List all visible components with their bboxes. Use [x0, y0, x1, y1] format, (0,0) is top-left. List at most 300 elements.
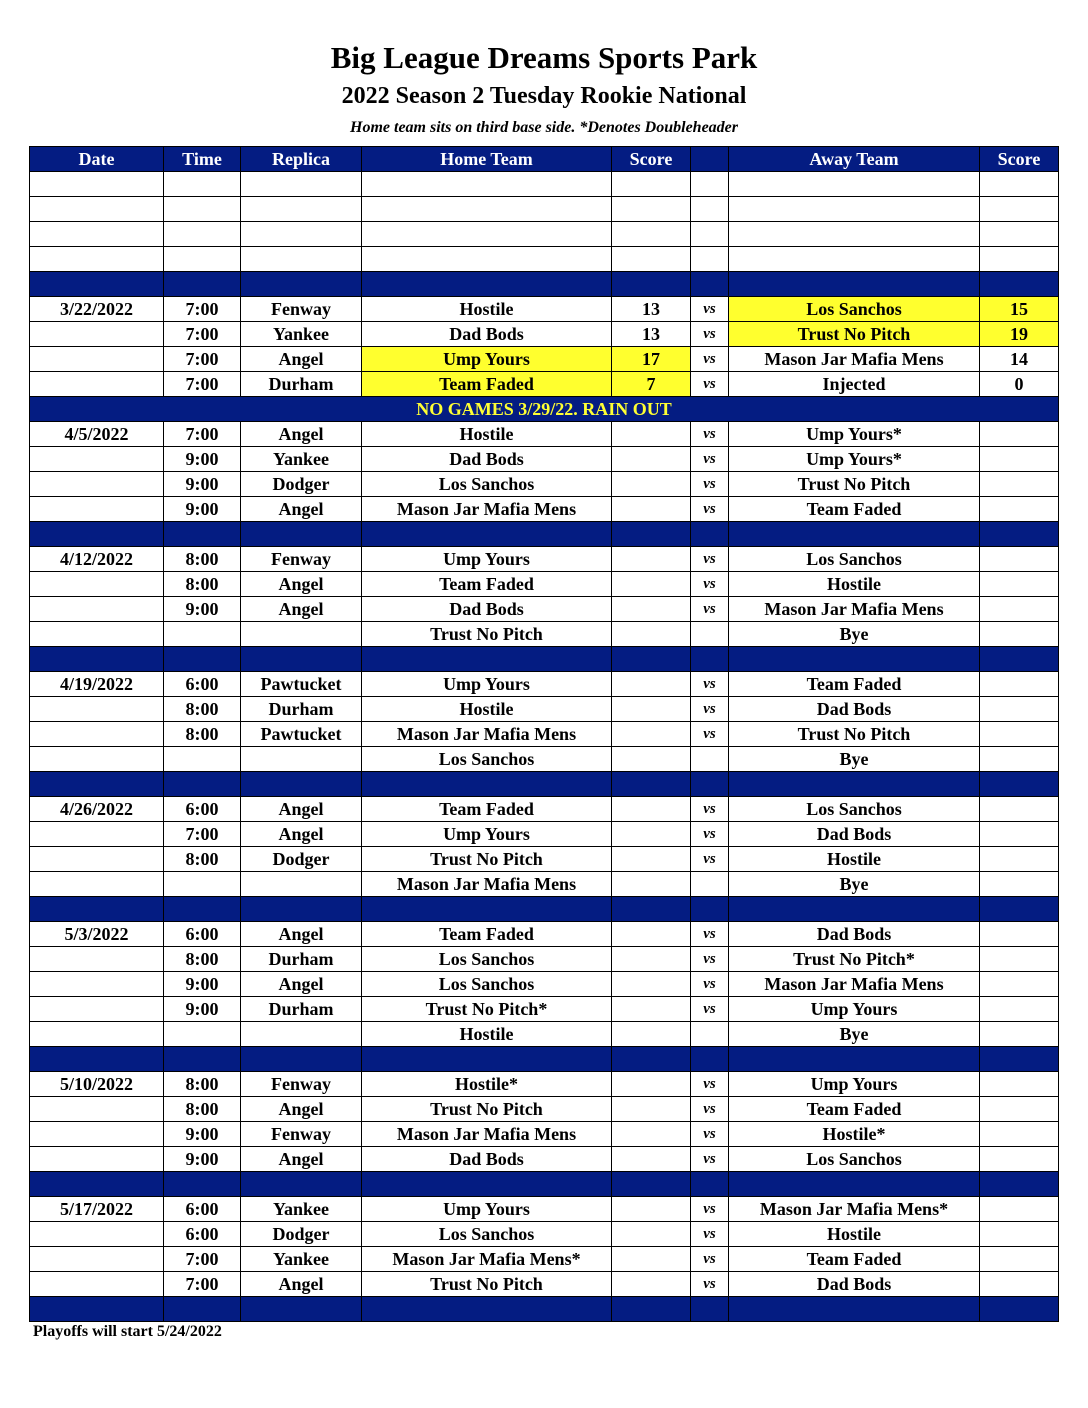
separator-cell [729, 772, 980, 797]
game-time: 8:00 [164, 1072, 241, 1097]
vs-label [691, 747, 729, 772]
vs-label: vs [691, 1197, 729, 1222]
vs-label [691, 1022, 729, 1047]
game-date [30, 747, 164, 772]
separator-cell [30, 647, 164, 672]
home-team: Dad Bods [362, 597, 612, 622]
game-time: 7:00 [164, 297, 241, 322]
game-date [30, 1122, 164, 1147]
game-date: 4/26/2022 [30, 797, 164, 822]
game-row [30, 597, 1059, 622]
vs-label: vs [691, 972, 729, 997]
game-date [30, 1222, 164, 1247]
game-time: 7:00 [164, 1247, 241, 1272]
separator-cell [980, 1297, 1059, 1322]
home-team: Trust No Pitch [362, 847, 612, 872]
game-replica [241, 622, 362, 647]
home-team: Dad Bods [362, 322, 612, 347]
game-date: 5/3/2022 [30, 922, 164, 947]
away-score [980, 1197, 1059, 1222]
home-score [612, 1197, 691, 1222]
game-replica: Fenway [241, 1122, 362, 1147]
home-score: 13 [612, 322, 691, 347]
game-replica: Angel [241, 497, 362, 522]
separator-cell [241, 1047, 362, 1072]
home-score [612, 697, 691, 722]
header-date: Date [30, 147, 164, 172]
home-score: 7 [612, 372, 691, 397]
game-row [30, 997, 1059, 1022]
separator-cell [980, 897, 1059, 922]
home-score [612, 847, 691, 872]
away-score [980, 747, 1059, 772]
game-time: 7:00 [164, 422, 241, 447]
empty-cell [980, 222, 1059, 247]
game-date [30, 972, 164, 997]
game-time [164, 622, 241, 647]
game-date [30, 697, 164, 722]
home-team: Mason Jar Mafia Mens [362, 497, 612, 522]
header-away-team: Away Team [729, 147, 980, 172]
away-team: Mason Jar Mafia Mens [729, 972, 980, 997]
game-row [30, 1247, 1059, 1272]
separator-cell [164, 647, 241, 672]
home-team: Team Faded [362, 372, 612, 397]
home-score [612, 1272, 691, 1297]
game-replica [241, 1022, 362, 1047]
away-team: Mason Jar Mafia Mens [729, 597, 980, 622]
away-score [980, 947, 1059, 972]
away-score: 19 [980, 322, 1059, 347]
home-team: Trust No Pitch [362, 1097, 612, 1122]
separator-cell [30, 522, 164, 547]
game-time: 9:00 [164, 1122, 241, 1147]
game-time: 7:00 [164, 822, 241, 847]
home-team: Los Sanchos [362, 972, 612, 997]
game-row [30, 1097, 1059, 1122]
game-time [164, 872, 241, 897]
away-team: Ump Yours [729, 1072, 980, 1097]
empty-cell [612, 197, 691, 222]
game-time: 8:00 [164, 847, 241, 872]
empty-cell [164, 247, 241, 272]
away-team: Team Faded [729, 1247, 980, 1272]
empty-cell [980, 247, 1059, 272]
home-team: Ump Yours [362, 547, 612, 572]
blank-row [30, 222, 1059, 247]
home-team: Team Faded [362, 572, 612, 597]
game-replica: Durham [241, 997, 362, 1022]
home-score [612, 997, 691, 1022]
home-team: Ump Yours [362, 347, 612, 372]
game-replica: Angel [241, 822, 362, 847]
home-team: Team Faded [362, 797, 612, 822]
game-replica: Angel [241, 1097, 362, 1122]
vs-label: vs [691, 1097, 729, 1122]
game-date: 5/10/2022 [30, 1072, 164, 1097]
vs-label: vs [691, 1222, 729, 1247]
away-team: Mason Jar Mafia Mens* [729, 1197, 980, 1222]
home-team: Ump Yours [362, 1197, 612, 1222]
home-score [612, 1122, 691, 1147]
vs-label: vs [691, 997, 729, 1022]
game-time: 8:00 [164, 697, 241, 722]
away-team: Dad Bods [729, 697, 980, 722]
game-row [30, 1147, 1059, 1172]
separator-cell [241, 1297, 362, 1322]
game-row [30, 697, 1059, 722]
empty-cell [729, 247, 980, 272]
vs-label: vs [691, 447, 729, 472]
separator-cell [30, 772, 164, 797]
game-date [30, 597, 164, 622]
game-replica: Angel [241, 972, 362, 997]
game-replica: Dodger [241, 847, 362, 872]
away-score [980, 447, 1059, 472]
separator-cell [362, 647, 612, 672]
game-row [30, 322, 1059, 347]
home-team: Hostile [362, 297, 612, 322]
away-score [980, 497, 1059, 522]
game-date: 4/5/2022 [30, 422, 164, 447]
away-team: Team Faded [729, 497, 980, 522]
empty-cell [980, 197, 1059, 222]
empty-cell [241, 197, 362, 222]
away-team: Trust No Pitch [729, 722, 980, 747]
game-time: 8:00 [164, 947, 241, 972]
vs-label: vs [691, 547, 729, 572]
home-team: Mason Jar Mafia Mens [362, 1122, 612, 1147]
separator-cell [164, 522, 241, 547]
game-date [30, 572, 164, 597]
empty-cell [362, 247, 612, 272]
game-row [30, 1272, 1059, 1297]
vs-label: vs [691, 697, 729, 722]
vs-label: vs [691, 1122, 729, 1147]
home-team: Hostile [362, 422, 612, 447]
game-replica: Durham [241, 947, 362, 972]
away-score [980, 822, 1059, 847]
game-replica: Angel [241, 422, 362, 447]
vs-label: vs [691, 347, 729, 372]
away-team: Team Faded [729, 672, 980, 697]
home-team: Hostile [362, 1022, 612, 1047]
home-score: 13 [612, 297, 691, 322]
game-row [30, 347, 1059, 372]
away-team: Trust No Pitch* [729, 947, 980, 972]
vs-label: vs [691, 797, 729, 822]
empty-cell [691, 247, 729, 272]
game-row [30, 722, 1059, 747]
separator-cell [980, 1047, 1059, 1072]
home-score [612, 572, 691, 597]
away-team: Bye [729, 1022, 980, 1047]
away-team: Los Sanchos [729, 1147, 980, 1172]
home-team: Dad Bods [362, 1147, 612, 1172]
blank-row [30, 247, 1059, 272]
header-vs [691, 147, 729, 172]
away-team: Trust No Pitch [729, 472, 980, 497]
separator-row [30, 1172, 1059, 1197]
empty-cell [691, 172, 729, 197]
vs-label: vs [691, 1147, 729, 1172]
separator-cell [729, 647, 980, 672]
game-date: 3/22/2022 [30, 297, 164, 322]
separator-row [30, 522, 1059, 547]
vs-label: vs [691, 372, 729, 397]
empty-cell [362, 172, 612, 197]
separator-cell [729, 1297, 980, 1322]
vs-label: vs [691, 1247, 729, 1272]
game-replica: Angel [241, 1147, 362, 1172]
header-time: Time [164, 147, 241, 172]
separator-cell [241, 647, 362, 672]
game-date: 4/12/2022 [30, 547, 164, 572]
game-row [30, 472, 1059, 497]
game-time: 6:00 [164, 1197, 241, 1222]
home-score [612, 1247, 691, 1272]
away-score [980, 672, 1059, 697]
game-time: 6:00 [164, 1222, 241, 1247]
empty-cell [691, 197, 729, 222]
vs-label: vs [691, 1272, 729, 1297]
game-row [30, 1122, 1059, 1147]
home-team: Hostile* [362, 1072, 612, 1097]
home-team: Mason Jar Mafia Mens [362, 872, 612, 897]
away-score [980, 1097, 1059, 1122]
page-title: Big League Dreams Sports Park [330, 40, 758, 75]
separator-cell [612, 1172, 691, 1197]
separator-cell [362, 772, 612, 797]
away-team: Hostile [729, 1222, 980, 1247]
home-score [612, 947, 691, 972]
schedule-body [30, 172, 1059, 1322]
home-team: Team Faded [362, 922, 612, 947]
game-replica: Yankee [241, 322, 362, 347]
blank-row [30, 197, 1059, 222]
home-team: Trust No Pitch [362, 622, 612, 647]
home-score [612, 972, 691, 997]
away-score [980, 697, 1059, 722]
separator-cell [691, 772, 729, 797]
home-score [612, 1147, 691, 1172]
game-replica: Pawtucket [241, 722, 362, 747]
home-score [612, 422, 691, 447]
game-time: 9:00 [164, 597, 241, 622]
vs-label: vs [691, 822, 729, 847]
game-date [30, 1147, 164, 1172]
game-row [30, 747, 1059, 772]
away-score [980, 422, 1059, 447]
game-row [30, 847, 1059, 872]
separator-cell [241, 522, 362, 547]
home-score [612, 1097, 691, 1122]
schedule-table [29, 146, 1059, 1322]
game-time: 6:00 [164, 922, 241, 947]
vs-label: vs [691, 472, 729, 497]
home-score [612, 747, 691, 772]
separator-row [30, 772, 1059, 797]
separator-cell [30, 1047, 164, 1072]
away-team: Ump Yours [729, 997, 980, 1022]
game-date [30, 1097, 164, 1122]
home-team: Mason Jar Mafia Mens* [362, 1247, 612, 1272]
away-team: Los Sanchos [729, 547, 980, 572]
separator-cell [164, 772, 241, 797]
separator-cell [241, 897, 362, 922]
game-date: 4/19/2022 [30, 672, 164, 697]
separator-row [30, 1297, 1059, 1322]
separator-cell [612, 522, 691, 547]
home-score [612, 497, 691, 522]
game-replica [241, 872, 362, 897]
away-team: Team Faded [729, 1097, 980, 1122]
vs-label: vs [691, 322, 729, 347]
separator-cell [612, 1047, 691, 1072]
home-team: Mason Jar Mafia Mens [362, 722, 612, 747]
game-date [30, 822, 164, 847]
game-date [30, 1022, 164, 1047]
empty-cell [30, 197, 164, 222]
home-score [612, 922, 691, 947]
away-team: Hostile* [729, 1122, 980, 1147]
game-replica: Dodger [241, 1222, 362, 1247]
away-team: Ump Yours* [729, 422, 980, 447]
away-score [980, 972, 1059, 997]
separator-cell [362, 1047, 612, 1072]
empty-cell [729, 197, 980, 222]
game-time: 8:00 [164, 1097, 241, 1122]
separator-cell [612, 1297, 691, 1322]
away-score: 15 [980, 297, 1059, 322]
empty-cell [362, 222, 612, 247]
game-row [30, 872, 1059, 897]
separator-cell [362, 272, 612, 297]
home-score [612, 447, 691, 472]
away-score [980, 472, 1059, 497]
away-team: Hostile [729, 572, 980, 597]
header-home-score: Score [612, 147, 691, 172]
game-time: 9:00 [164, 1147, 241, 1172]
empty-cell [980, 172, 1059, 197]
separator-cell [691, 1172, 729, 1197]
game-replica: Angel [241, 922, 362, 947]
away-team: Bye [729, 872, 980, 897]
separator-cell [729, 1172, 980, 1197]
home-team: Los Sanchos [362, 1222, 612, 1247]
separator-cell [691, 1047, 729, 1072]
empty-cell [362, 197, 612, 222]
away-team: Dad Bods [729, 1272, 980, 1297]
vs-label: vs [691, 847, 729, 872]
game-replica: Yankee [241, 1197, 362, 1222]
home-score [612, 547, 691, 572]
game-replica: Angel [241, 597, 362, 622]
game-date [30, 322, 164, 347]
blank-row [30, 172, 1059, 197]
away-score [980, 1122, 1059, 1147]
empty-cell [241, 222, 362, 247]
game-replica: Fenway [241, 297, 362, 322]
game-time: 9:00 [164, 472, 241, 497]
footer-note: Playoffs will start 5/24/2022 [33, 1323, 222, 1340]
game-time: 8:00 [164, 722, 241, 747]
separator-cell [612, 897, 691, 922]
empty-cell [30, 222, 164, 247]
home-team: Los Sanchos [362, 747, 612, 772]
separator-row [30, 272, 1059, 297]
vs-label: vs [691, 597, 729, 622]
empty-cell [241, 172, 362, 197]
empty-cell [164, 222, 241, 247]
vs-label: vs [691, 572, 729, 597]
away-team: Hostile [729, 847, 980, 872]
empty-cell [164, 197, 241, 222]
game-replica: Dodger [241, 472, 362, 497]
home-team: Ump Yours [362, 672, 612, 697]
page-note: Home team sits on third base side. *Denotes Doubleheader [350, 119, 738, 136]
empty-cell [729, 172, 980, 197]
home-score: 17 [612, 347, 691, 372]
game-date [30, 947, 164, 972]
game-row [30, 497, 1059, 522]
separator-cell [164, 1047, 241, 1072]
empty-cell [612, 172, 691, 197]
game-row [30, 1197, 1059, 1222]
empty-cell [729, 222, 980, 247]
game-replica: Durham [241, 372, 362, 397]
separator-cell [362, 522, 612, 547]
empty-cell [612, 222, 691, 247]
vs-label: vs [691, 497, 729, 522]
game-time: 9:00 [164, 972, 241, 997]
away-score [980, 572, 1059, 597]
away-team: Trust No Pitch [729, 322, 980, 347]
home-score [612, 1022, 691, 1047]
header-replica: Replica [241, 147, 362, 172]
home-score [612, 1222, 691, 1247]
header-away-score: Score [980, 147, 1059, 172]
vs-label: vs [691, 422, 729, 447]
header-home-team: Home Team [362, 147, 612, 172]
separator-cell [691, 522, 729, 547]
away-score [980, 922, 1059, 947]
game-date [30, 722, 164, 747]
separator-cell [612, 772, 691, 797]
vs-label [691, 872, 729, 897]
vs-label [691, 622, 729, 647]
away-score [980, 547, 1059, 572]
separator-cell [691, 272, 729, 297]
game-date [30, 347, 164, 372]
empty-cell [691, 222, 729, 247]
separator-cell [30, 272, 164, 297]
separator-row [30, 1047, 1059, 1072]
game-row [30, 372, 1059, 397]
separator-cell [980, 1172, 1059, 1197]
separator-cell [241, 1172, 362, 1197]
game-row [30, 797, 1059, 822]
away-score [980, 1222, 1059, 1247]
game-replica: Fenway [241, 1072, 362, 1097]
game-row [30, 622, 1059, 647]
away-score: 14 [980, 347, 1059, 372]
away-score [980, 1022, 1059, 1047]
separator-cell [980, 522, 1059, 547]
separator-cell [729, 272, 980, 297]
away-team: Injected [729, 372, 980, 397]
game-date [30, 997, 164, 1022]
